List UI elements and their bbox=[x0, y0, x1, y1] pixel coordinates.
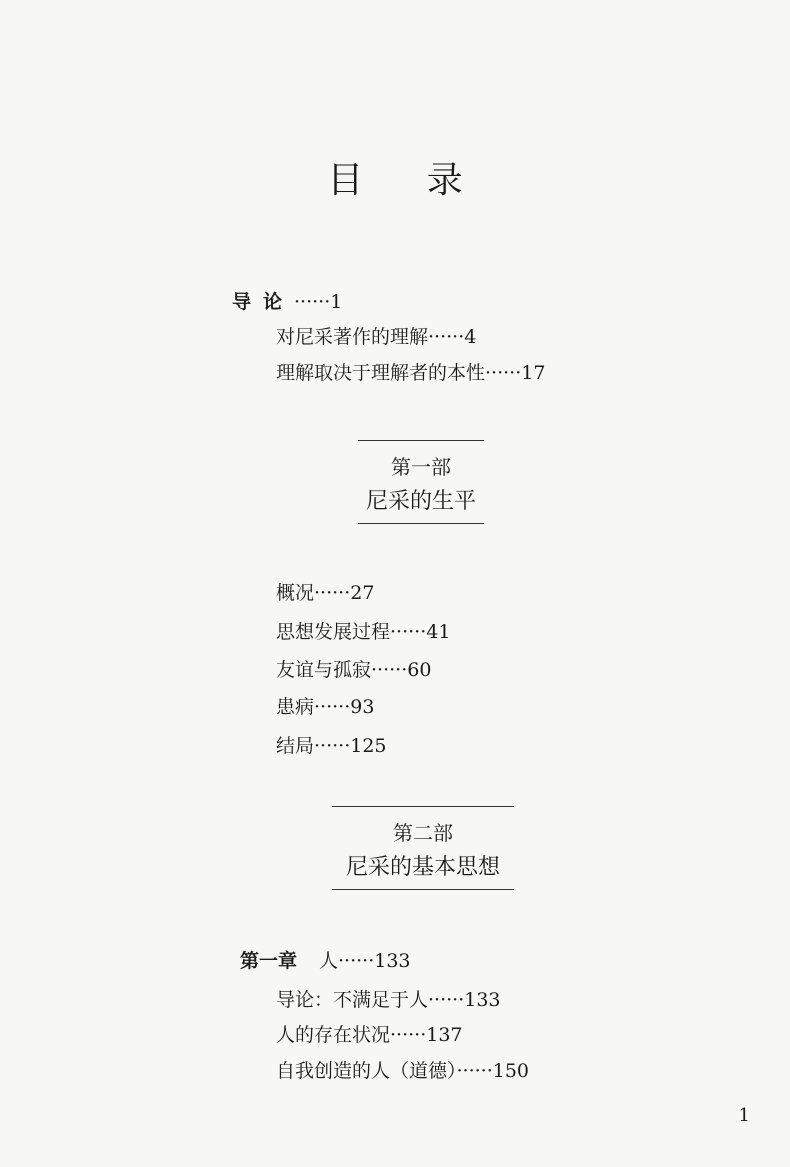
toc-entry-chapter1-2[interactable]: 人的存在状况······137 bbox=[276, 1024, 463, 1046]
toc-entry-part1-4[interactable]: 患病······93 bbox=[276, 696, 375, 718]
part2-title: 尼采的基本思想 bbox=[345, 855, 500, 880]
toc-entry-part1-1[interactable]: 概况······27 bbox=[276, 582, 375, 604]
intro-label: 导论 bbox=[232, 291, 295, 313]
page-number: 1 bbox=[738, 1105, 750, 1126]
chapter1-label: 第一章 bbox=[240, 950, 298, 972]
intro-page: ······1 bbox=[294, 291, 343, 313]
toc-entry-chapter1[interactable] bbox=[240, 946, 411, 973]
toc-entry-intro-1[interactable]: 对尼采著作的理解······4 bbox=[276, 326, 477, 348]
page-title: 目 录 bbox=[327, 160, 489, 201]
part1-rule-top bbox=[358, 440, 484, 441]
part1-rule-bottom bbox=[358, 523, 484, 524]
part2-number: 第二部 bbox=[393, 821, 453, 845]
part2-rule-bottom bbox=[332, 889, 514, 890]
chapter1-title: 人······133 bbox=[319, 950, 411, 972]
toc-entry-part1-3[interactable]: 友谊与孤寂······60 bbox=[276, 659, 432, 681]
part1-header bbox=[358, 440, 484, 524]
toc-entry-chapter1-3[interactable]: 自我创造的人（道德）······150 bbox=[276, 1060, 530, 1082]
part2-header bbox=[332, 806, 514, 890]
part2-rule-top bbox=[332, 806, 514, 807]
toc-entry-part1-5[interactable]: 结局······125 bbox=[276, 735, 387, 757]
toc-entry-intro-2[interactable]: 理解取决于理解者的本性······17 bbox=[276, 362, 546, 384]
part1-number: 第一部 bbox=[391, 455, 451, 479]
toc-entry-chapter1-1[interactable]: 导论：不满足于人······133 bbox=[276, 989, 501, 1011]
toc-entry-part1-2[interactable]: 思想发展过程······41 bbox=[276, 621, 451, 643]
toc-entry-intro[interactable] bbox=[232, 287, 342, 314]
part1-title: 尼采的生平 bbox=[365, 489, 476, 514]
